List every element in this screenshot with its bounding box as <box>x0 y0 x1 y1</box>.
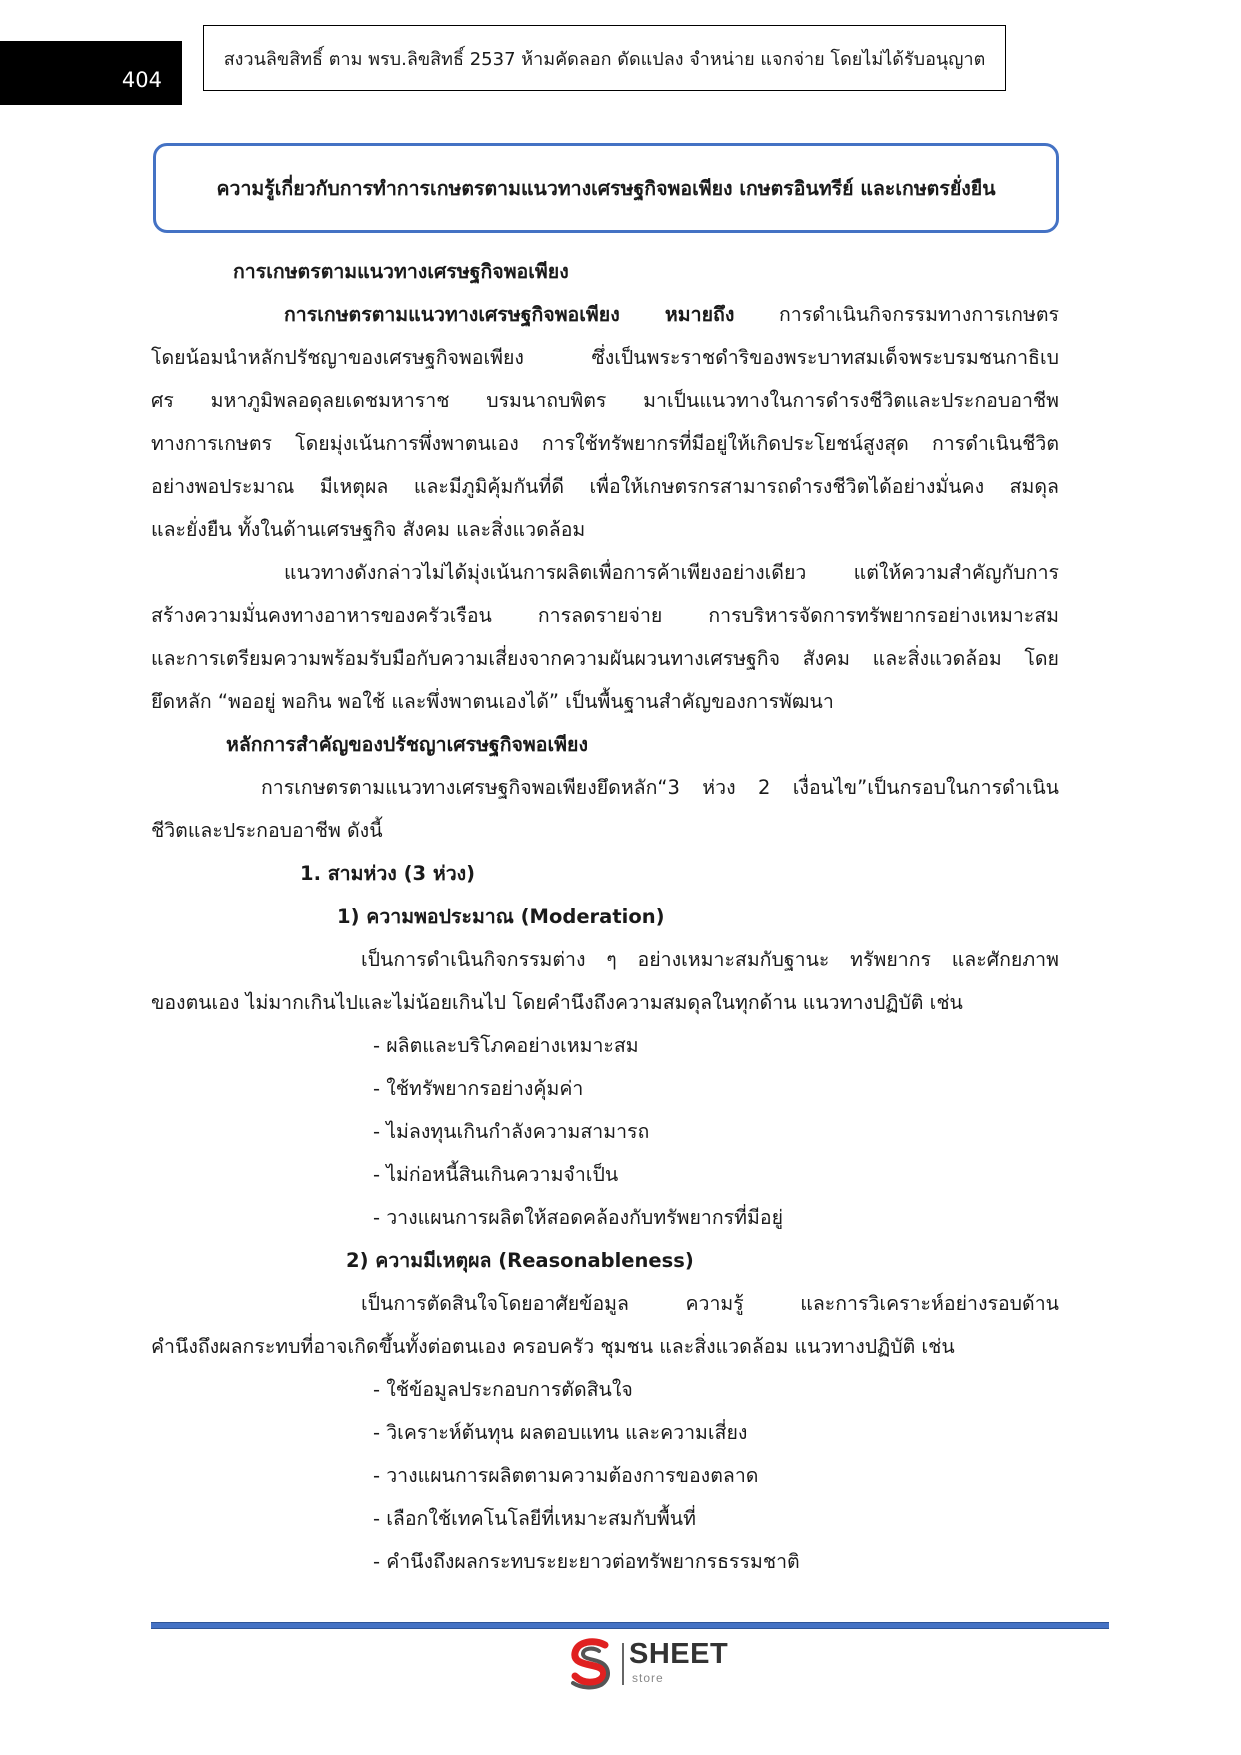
paragraph-line: ยึดหลัก “พออยู่ พอกิน พอใช้ และพึ่งพาตนเองได้” เป็นพื้นฐานสำคัญของการพัฒนา <box>151 690 834 713</box>
page-title <box>153 143 1059 233</box>
paragraph-line: อย่างพอประมาณ มีเหตุผล และมีภูมิคุ้มกันที่ดี เพื่อให้เกษตรกรสามารถดำรงชีวิตได้อย่างมั่นคง สมดุล <box>151 475 1059 498</box>
list-item: - ใช้ทรัพยากรอย่างคุ้มค่า <box>373 1077 584 1100</box>
definition-term: การเกษตรตามแนวทางเศรษฐกิจพอเพียง หมายถึง <box>284 303 735 326</box>
list-item: - ใช้ข้อมูลประกอบการตัดสินใจ <box>373 1378 633 1401</box>
logo-divider <box>622 1643 624 1685</box>
section-heading-principles: หลักการสำคัญของปรัชญาเศรษฐกิจพอเพียง <box>226 733 588 756</box>
logo-wordmark: SHEET <box>629 1638 729 1670</box>
item-heading-reasonableness: 2) ความมีเหตุผล (Reasonableness) <box>346 1249 694 1272</box>
paragraph-line: แนวทางดังกล่าวไม่ได้มุ่งเน้นการผลิตเพื่อการค้าเพียงอย่างเดียว แต่ให้ความสำคัญกับการ <box>284 561 1059 584</box>
item-heading-moderation: 1) ความพอประมาณ (Moderation) <box>337 905 665 928</box>
list-item: - ไม่ลงทุนเกินกำลังความสามารถ <box>373 1120 650 1143</box>
list-item: - ไม่ก่อหนี้สินเกินความจำเป็น <box>373 1163 619 1186</box>
copyright-notice <box>203 25 1006 91</box>
paragraph-line: เป็นการดำเนินกิจกรรมต่าง ๆ อย่างเหมาะสมกับฐานะ ทรัพยากร และศักยภาพ <box>361 948 1059 971</box>
paragraph-line: ศร มหาภูมิพลอดุลยเดชมหาราช บรมนาถบพิตร มาเป็นแนวทางในการดำรงชีวิตและประกอบอาชีพ <box>151 389 1059 412</box>
list-item: - คำนึงถึงผลกระทบระยะยาวต่อทรัพยากรธรรมชาติ <box>373 1550 800 1573</box>
sheet-store-logo <box>565 1637 745 1693</box>
paragraph-line: ชีวิตและประกอบอาชีพ ดังนี้ <box>151 819 383 842</box>
paragraph-line: และการเตรียมความพร้อมรับมือกับความเสี่ยงจากความผันผวนทางเศรษฐกิจ สังคม และสิ่งแวดล้อม โดย <box>151 647 1059 670</box>
section-heading-sufficiency-agriculture: การเกษตรตามแนวทางเศรษฐกิจพอเพียง <box>233 260 569 283</box>
page-number <box>0 41 182 105</box>
list-item: - ผลิตและบริโภคอย่างเหมาะสม <box>373 1034 639 1057</box>
paragraph-line: การเกษตรตามแนวทางเศรษฐกิจพอเพียงยึดหลัก“3 ห่วง 2 เงื่อนไข”เป็นกรอบในการดำเนิน <box>261 776 1059 799</box>
paragraph-line: โดยน้อมนำหลักปรัชญาของเศรษฐกิจพอเพียง ซึ่งเป็นพระราชดำริของพระบาทสมเด็จพระบรมชนกาธิเบ <box>151 346 1059 369</box>
paragraph-line: คำนึงถึงผลกระทบที่อาจเกิดขึ้นทั้งต่อตนเอง ครอบครัว ชุมชน และสิ่งแวดล้อม แนวทางปฏิบัติ เช่น <box>151 1335 955 1358</box>
paragraph-line: และยั่งยืน ทั้งในด้านเศรษฐกิจ สังคม และสิ่งแวดล้อม <box>151 518 586 541</box>
definition-text: การดำเนินกิจกรรมทางการเกษตร <box>734 303 1059 326</box>
page-number-text: 404 <box>121 68 162 92</box>
sheet-logo-icon <box>565 1637 617 1691</box>
list-item: - วางแผนการผลิตตามความต้องการของตลาด <box>373 1464 759 1487</box>
paragraph-line <box>151 301 1059 329</box>
list-item: - วางแผนการผลิตให้สอดคล้องกับทรัพยากรที่มีอยู่ <box>373 1206 783 1229</box>
list-item: - เลือกใช้เทคโนโลยีที่เหมาะสมกับพื้นที่ <box>373 1507 696 1530</box>
subheading-three-rings: 1. สามห่วง (3 ห่วง) <box>300 862 476 885</box>
page-title-text: ความรู้เกี่ยวกับการทำการเกษตรตามแนวทางเศรษฐกิจพอเพียง เกษตรอินทรีย์ และเกษตรยั่งยืน <box>216 176 996 200</box>
copyright-text: สงวนลิขสิทธิ์ ตาม พรบ.ลิขสิทธิ์ 2537 ห้ามคัดลอก ดัดแปลง จำหน่าย แจกจ่าย โดยไม่ได้รับอนุญาต <box>223 48 986 70</box>
footer-divider <box>151 1622 1109 1629</box>
paragraph-line: ของตนเอง ไม่มากเกินไปและไม่น้อยเกินไป โดยคำนึงถึงความสมดุลในทุกด้าน แนวทางปฏิบัติ เช่น <box>151 991 963 1014</box>
paragraph-line: เป็นการตัดสินใจโดยอาศัยข้อมูล ความรู้ และการวิเคราะห์อย่างรอบด้าน <box>361 1292 1059 1315</box>
paragraph-line: ทางการเกษตร โดยมุ่งเน้นการพึ่งพาตนเอง การใช้ทรัพยากรที่มีอยู่ให้เกิดประโยชน์สูงสุด การดำเนินชีวิต <box>151 432 1059 455</box>
paragraph-line: สร้างความมั่นคงทางอาหารของครัวเรือน การลดรายจ่าย การบริหารจัดการทรัพยากรอย่างเหมาะสม <box>151 604 1059 627</box>
list-item: - วิเคราะห์ต้นทุน ผลตอบแทน และความเสี่ยง <box>373 1421 748 1444</box>
logo-subtext: store <box>632 1671 664 1685</box>
